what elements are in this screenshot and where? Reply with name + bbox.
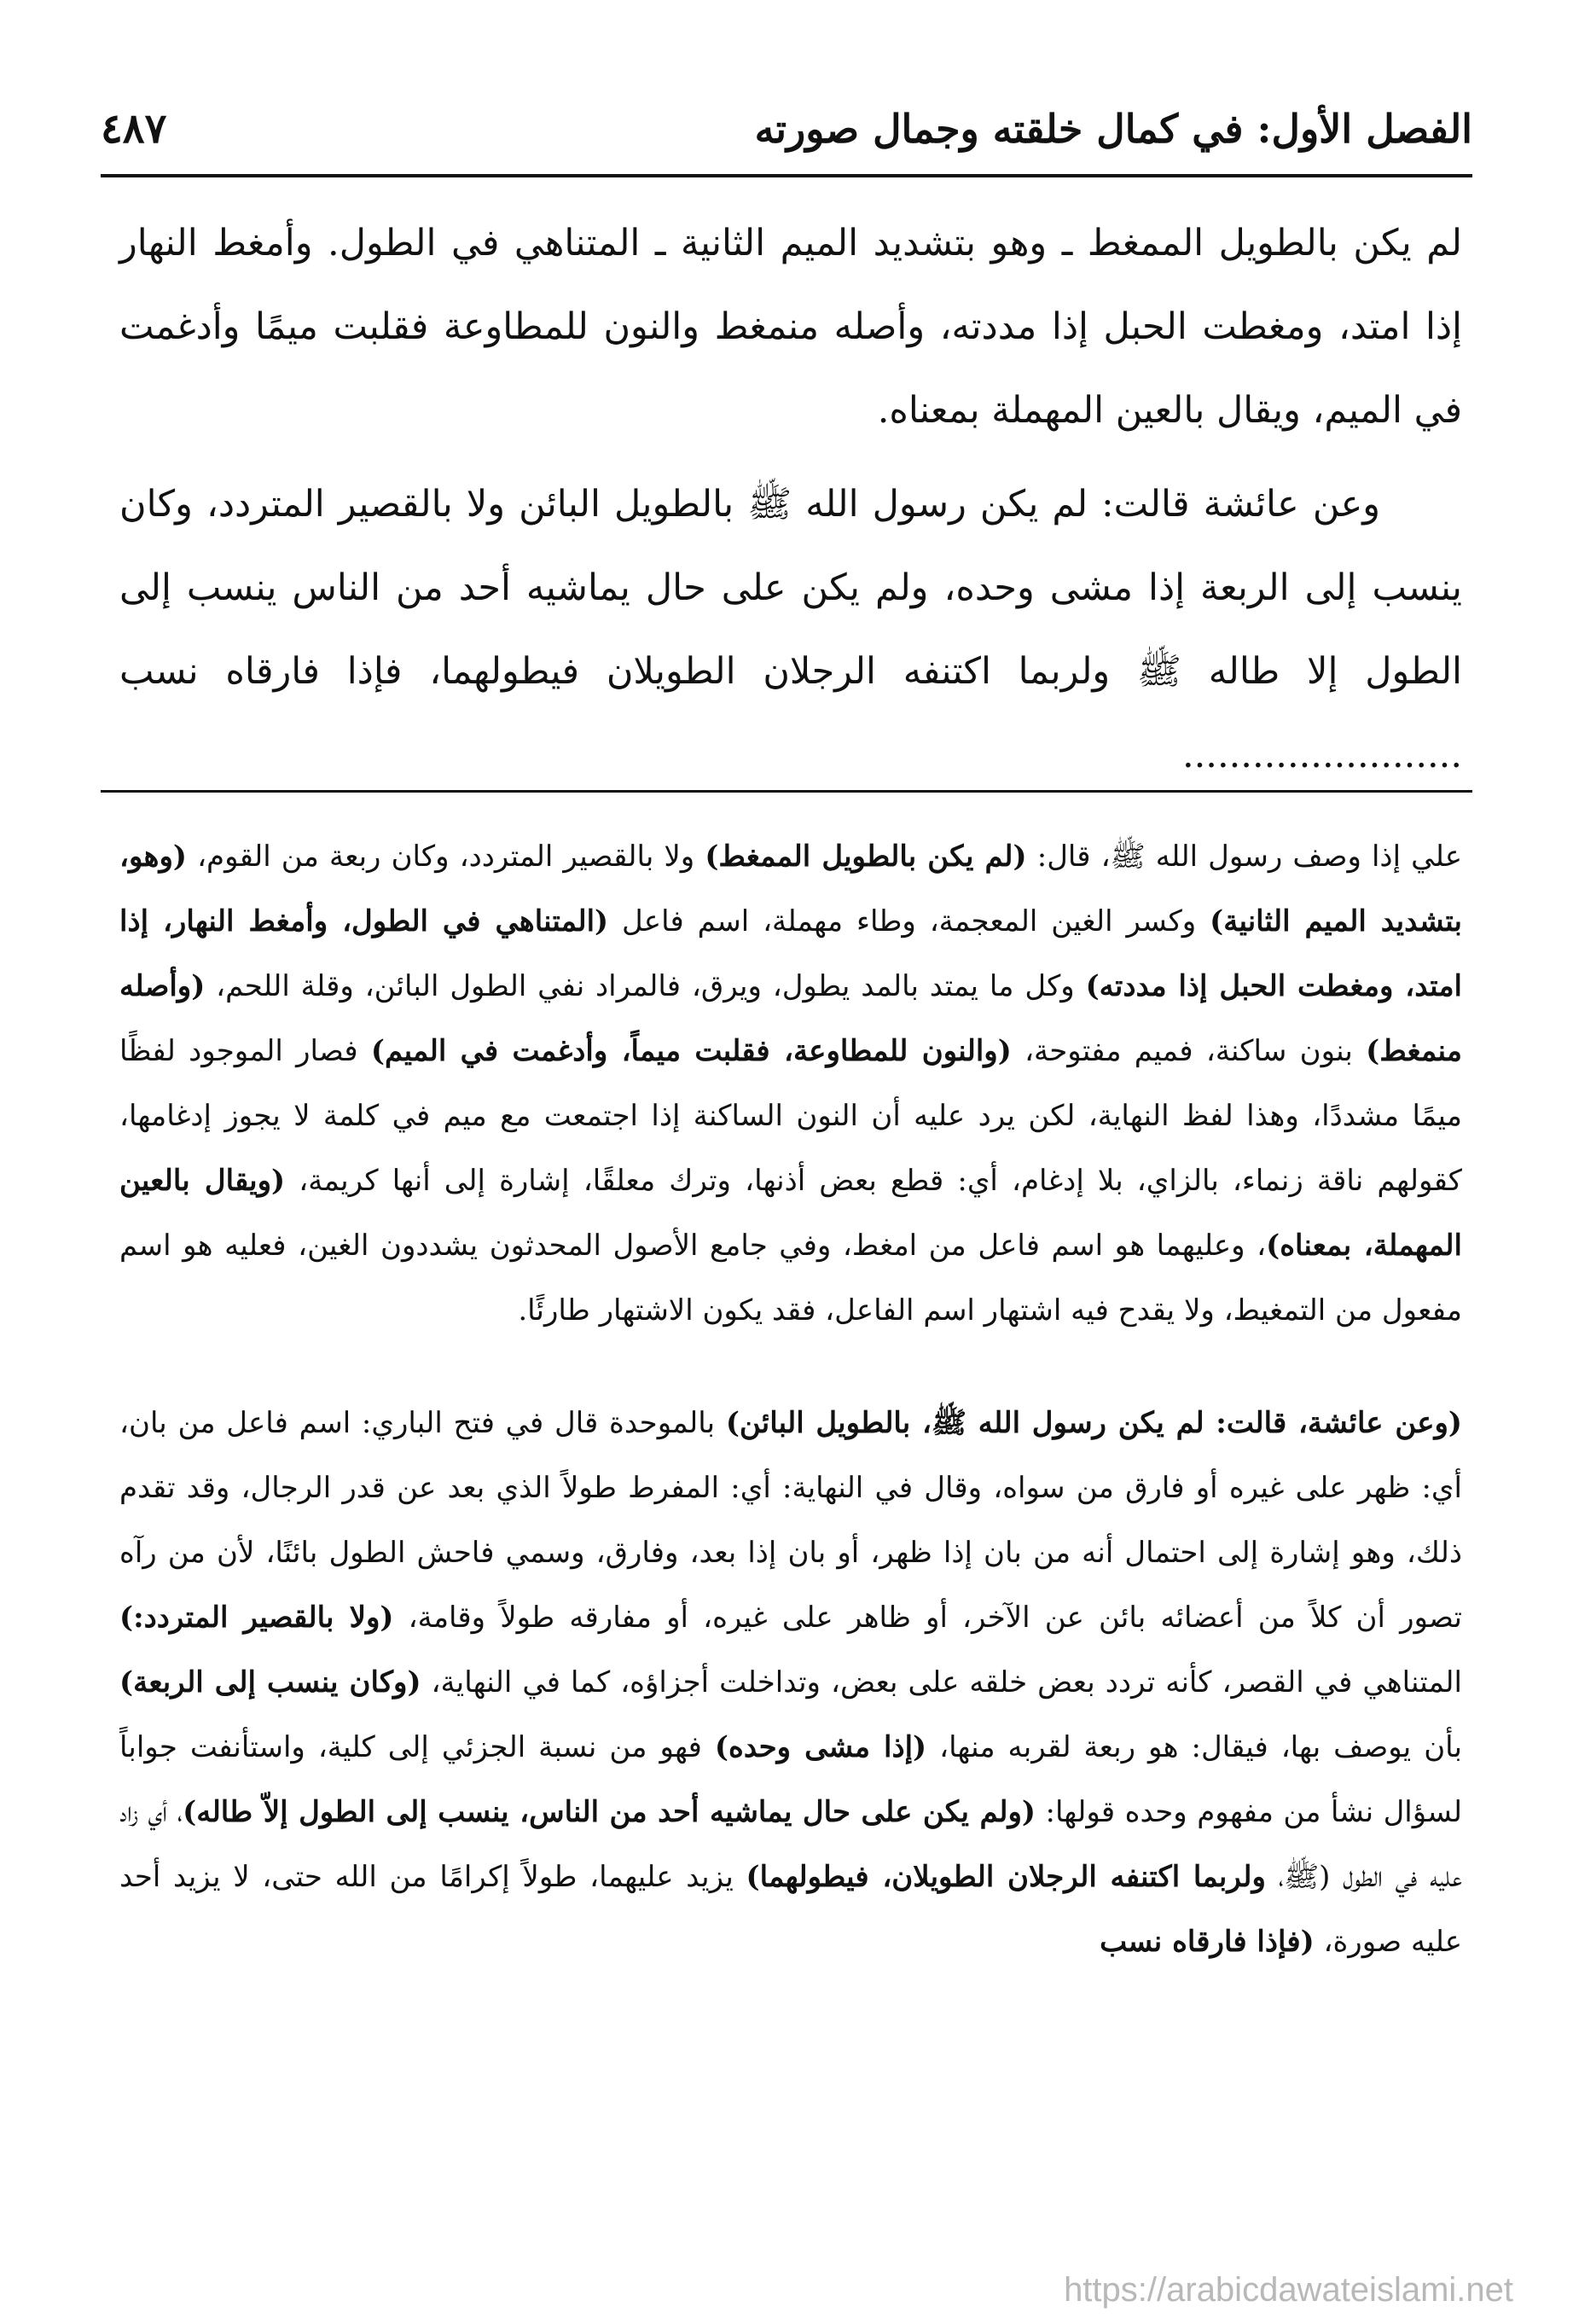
quoted-matn: (وأصله منمغط) — [119, 969, 1463, 1068]
commentary-span: المتناهي في القصر، كأنه تردد بعض خلقه على بعض، وتداخلت أجزاؤه، كما في النهاية، — [421, 1665, 1462, 1699]
quoted-matn: (والنون للمطاوعة، فقلبت ميماً، وأدغمت في الميم) — [370, 1034, 1012, 1068]
quoted-matn: ولربما اكتنفه الرجلان الطويلان، فيطولهما) — [746, 1860, 1266, 1894]
quoted-matn: (فإذا فارقاه نسب — [1100, 1925, 1315, 1959]
watermark-url: https://arabicdawateislami.net — [1064, 2271, 1513, 2309]
main-paragraph: لم يكن بالطويل الممغط ـ وهو بتشديد الميم الثانية ـ المتناهي في الطول. وأمغط النهار إذا امتد، ومغطت الحبل إذا مددته، وأصله منمغط والنون للمطاوعة فقلبت ميمًا وأدغمت في الميم، ويقال بالعين المهملة بمعناه. — [119, 222, 1462, 432]
commentary-span: ، وعليهما هو اسم فاعل من امغط، وفي جامع الأصول المحدثون يشددون الغين، فعليه هو اسم مفعول من التمغيط، ولا يقدح فيه اشتهار اسم الفاعل، فقد يكون الاشتهار طارئًا. — [119, 1229, 1462, 1328]
chapter-title: الفصل الأول: في كمال خلقته وجمال صورته — [754, 106, 1472, 152]
commentary-span: علي إذا وصف رسول الله ﷺ، قال: — [1026, 840, 1462, 874]
commentary-span: وكل ما يمتد بالمد يطول، ويرق، فالمراد نفي الطول البائن، وقلة اللحم، — [205, 969, 1086, 1003]
commentary-span: بالموحدة قال في فتح الباري: اسم فاعل من بان، أي: ظهر على غيره أو فارق من سواه، وقال في النهاية: أي: المفرط طولاً الذي بعد عن قدر الرجال، وقد تقدم ذلك، وهو إشارة إلى احتمال أنه من بان إذا ظهر، أو بان إذا بعد، وفارق، وسمي فاحش الطول بائنًا، لأن من رآه تصور أن كلاً من أعضائه بائن عن الآخر، أو ظاهر على غيره، أو مفارقه طولاً وقامة، — [119, 1406, 1463, 1635]
commentary-span: وكسر الغين المعجمة، وطاء مهملة، اسم فاعل — [608, 904, 1210, 938]
quoted-matn: (لم يكن بالطويل الممغط) — [705, 840, 1027, 874]
quoted-matn: (وهو، بتشديد الميم الثانية) — [119, 840, 1463, 938]
commentary-span: ، أي زاد عليه في الطول (ﷺ، — [119, 1795, 1462, 1894]
commentary-divider — [101, 790, 1472, 793]
quoted-matn: (ولم يكن على حال يماشيه أحد من الناس، ينسب إلى الطول إلاّ طاله) — [183, 1795, 1036, 1829]
quoted-matn: (وعن عائشة، قالت: لم يكن رسول الله ﷺ، بالطويل البائن) — [725, 1406, 1462, 1440]
page-number: ٤٨٧ — [101, 105, 167, 153]
commentary-span: فهو من نسبة الجزئي إلى كلية، واستأنفت جواباً لسؤال نشأ من مفهوم وحده قولها: — [119, 1730, 1462, 1829]
continuation-dots: ........................ — [1181, 734, 1462, 776]
commentary-paragraph — [119, 1391, 1462, 1974]
quoted-matn: (ويقال بالعين المهملة، بمعناه) — [119, 1164, 1462, 1263]
quoted-matn: (ولا بالقصير المتردد:) — [119, 1601, 394, 1635]
commentary-span: بنون ساكنة، فميم مفتوحة، — [1011, 1034, 1367, 1068]
quoted-matn: (إذا مشى وحده) — [714, 1730, 927, 1764]
header-divider — [101, 174, 1472, 177]
commentary-span: ولا بالقصير المتردد، وكان ربعة من القوم، — [186, 840, 705, 874]
commentary-span: يزيد عليهما، طولاً إكرامًا من الله حتى، لا يزيد أحد عليه صورة، — [119, 1860, 1462, 1959]
main-text — [119, 201, 1462, 797]
commentary-paragraph — [119, 824, 1462, 1343]
quoted-matn: (وكان ينسب إلى الربعة) — [119, 1665, 421, 1699]
main-paragraph-text: وعن عائشة قالت: لم يكن رسول الله ﷺ بالطويل البائن ولا بالقصير المتردد، وكان ينسب إلى الربعة إذا مشى وحده، ولم يكن على حال يماشيه أحد من الناس ينسب إلى الطول إلا طاله ﷺ ولربما اكتنفه الرجلان الطويلان فيطولهما، فإذا فارقاه نسب — [119, 483, 1462, 693]
quoted-matn: (المتناهي في الطول، وأمغط النهار، إذا امتد، ومغطت الحبل إذا مددته) — [119, 904, 1462, 1003]
page-header — [101, 96, 1472, 162]
commentary-span: بأن يوصف بها، فيقال: هو ربعة لقربه منها، — [926, 1730, 1463, 1764]
commentary-span: فصار الموجود لفظًا ميمًا مشددًا، وهذا لفظ النهاية، لكن يرد عليه أن النون الساكنة إذا اجتمعت مع ميم في كلمة لا يجوز إدغامها، كقولهم ناقة زنماء، بالزاي، بلا إدغام، أي: قطع بعض أذنها، وترك معلقًا، إشارة إلى أنها كريمة، — [119, 1034, 1462, 1198]
commentary-text — [119, 824, 1462, 1974]
main-paragraph — [119, 462, 1462, 797]
